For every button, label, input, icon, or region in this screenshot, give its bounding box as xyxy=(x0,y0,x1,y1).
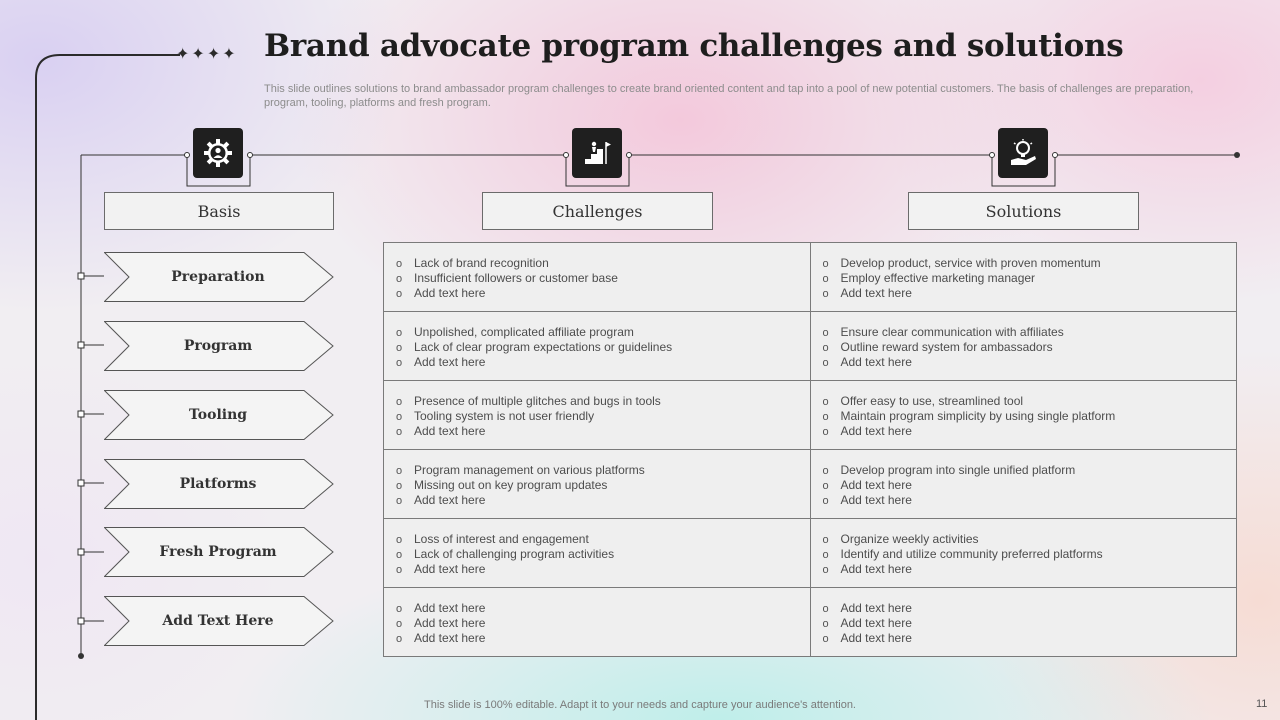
challenge-item: o Lack of brand recognition xyxy=(396,256,800,271)
basis-item-program xyxy=(104,321,334,371)
table-row xyxy=(384,243,1237,312)
challenge-item: o Add text here xyxy=(396,424,800,439)
basis-label: Add Text Here xyxy=(162,613,274,629)
table-row xyxy=(384,519,1237,588)
basis-label: Program xyxy=(183,338,253,354)
challenge-item: o Loss of interest and engagement xyxy=(396,532,800,547)
challenge-item: o Add text here xyxy=(396,616,800,631)
challenges-cell xyxy=(384,450,811,519)
sparkle-decoration: ✦✦✦✦ xyxy=(176,46,238,63)
challenges-cell xyxy=(384,519,811,588)
solution-item: o Add text here xyxy=(823,478,1227,493)
challenge-item: o Lack of challenging program activities xyxy=(396,547,800,562)
basis-item-preparation xyxy=(104,252,334,302)
solution-item: o Add text here xyxy=(823,286,1227,301)
solution-item: o Add text here xyxy=(823,601,1227,616)
solutions-cell xyxy=(810,450,1237,519)
challenges-solutions-table xyxy=(383,242,1237,657)
basis-label: Platforms xyxy=(179,476,257,492)
page-title: Brand advocate program challenges and solutions xyxy=(264,28,1124,64)
solutions-cell xyxy=(810,381,1237,450)
solution-item: o Employ effective marketing manager xyxy=(823,271,1227,286)
slide-footer: This slide is 100% editable. Adapt it to your needs and capture your audience's attention. xyxy=(424,699,856,711)
basis-item-platforms xyxy=(104,459,334,509)
solutions-cell xyxy=(810,312,1237,381)
solution-item: o Organize weekly activities xyxy=(823,532,1227,547)
challenges-cell xyxy=(384,243,811,312)
solution-item: o Offer easy to use, streamlined tool xyxy=(823,394,1227,409)
solution-item: o Ensure clear communication with affiliates xyxy=(823,325,1227,340)
basis-label: Fresh Program xyxy=(159,544,277,560)
challenges-cell xyxy=(384,312,811,381)
table-row xyxy=(384,381,1237,450)
solutions-cell xyxy=(810,519,1237,588)
basis-label: Tooling xyxy=(188,407,248,423)
table-row xyxy=(384,312,1237,381)
challenge-item: o Tooling system is not user friendly xyxy=(396,409,800,424)
solution-item: o Identify and utilize community preferred platforms xyxy=(823,547,1227,562)
column-header-challenges: Challenges xyxy=(482,192,713,230)
solution-item: o Add text here xyxy=(823,631,1227,646)
table-row xyxy=(384,450,1237,519)
solution-item: o Outline reward system for ambassadors xyxy=(823,340,1227,355)
solution-item: o Add text here xyxy=(823,493,1227,508)
lightbulb-hand-icon xyxy=(998,128,1048,178)
solutions-cell xyxy=(810,588,1237,657)
challenges-cell xyxy=(384,381,811,450)
page-subtitle: This slide outlines solutions to brand ambassador program challenges to create brand oriented content and tap into a pool of new potential customers. The basis of challenges are preparation, program, tooling, platforms and fresh program. xyxy=(264,83,1194,109)
challenge-item: o Add text here xyxy=(396,562,800,577)
challenges-cell xyxy=(384,588,811,657)
challenge-item: o Add text here xyxy=(396,355,800,370)
challenge-item: o Insufficient followers or customer base xyxy=(396,271,800,286)
challenge-item: o Add text here xyxy=(396,631,800,646)
basis-item-fresh-program xyxy=(104,527,334,577)
solution-item: o Develop program into single unified platform xyxy=(823,463,1227,478)
solution-item: o Add text here xyxy=(823,424,1227,439)
challenge-item: o Lack of clear program expectations or guidelines xyxy=(396,340,800,355)
solution-item: o Add text here xyxy=(823,355,1227,370)
challenge-item: o Add text here xyxy=(396,493,800,508)
challenge-item: o Unpolished, complicated affiliate program xyxy=(396,325,800,340)
solutions-cell xyxy=(810,243,1237,312)
challenge-item: o Program management on various platforms xyxy=(396,463,800,478)
challenge-item: o Add text here xyxy=(396,601,800,616)
basis-item-add-text xyxy=(104,596,334,646)
solution-item: o Add text here xyxy=(823,562,1227,577)
challenge-item: o Add text here xyxy=(396,286,800,301)
solution-item: o Add text here xyxy=(823,616,1227,631)
column-header-basis: Basis xyxy=(104,192,334,230)
column-header-solutions: Solutions xyxy=(908,192,1139,230)
basis-label: Preparation xyxy=(171,269,265,285)
solution-item: o Develop product, service with proven momentum xyxy=(823,256,1227,271)
gear-user-icon xyxy=(193,128,243,178)
challenge-item: o Presence of multiple glitches and bugs in tools xyxy=(396,394,800,409)
solution-item: o Maintain program simplicity by using single platform xyxy=(823,409,1227,424)
page-number: 11 xyxy=(1256,698,1268,710)
stairs-goal-icon xyxy=(572,128,622,178)
table-row xyxy=(384,588,1237,657)
basis-item-tooling xyxy=(104,390,334,440)
challenge-item: o Missing out on key program updates xyxy=(396,478,800,493)
